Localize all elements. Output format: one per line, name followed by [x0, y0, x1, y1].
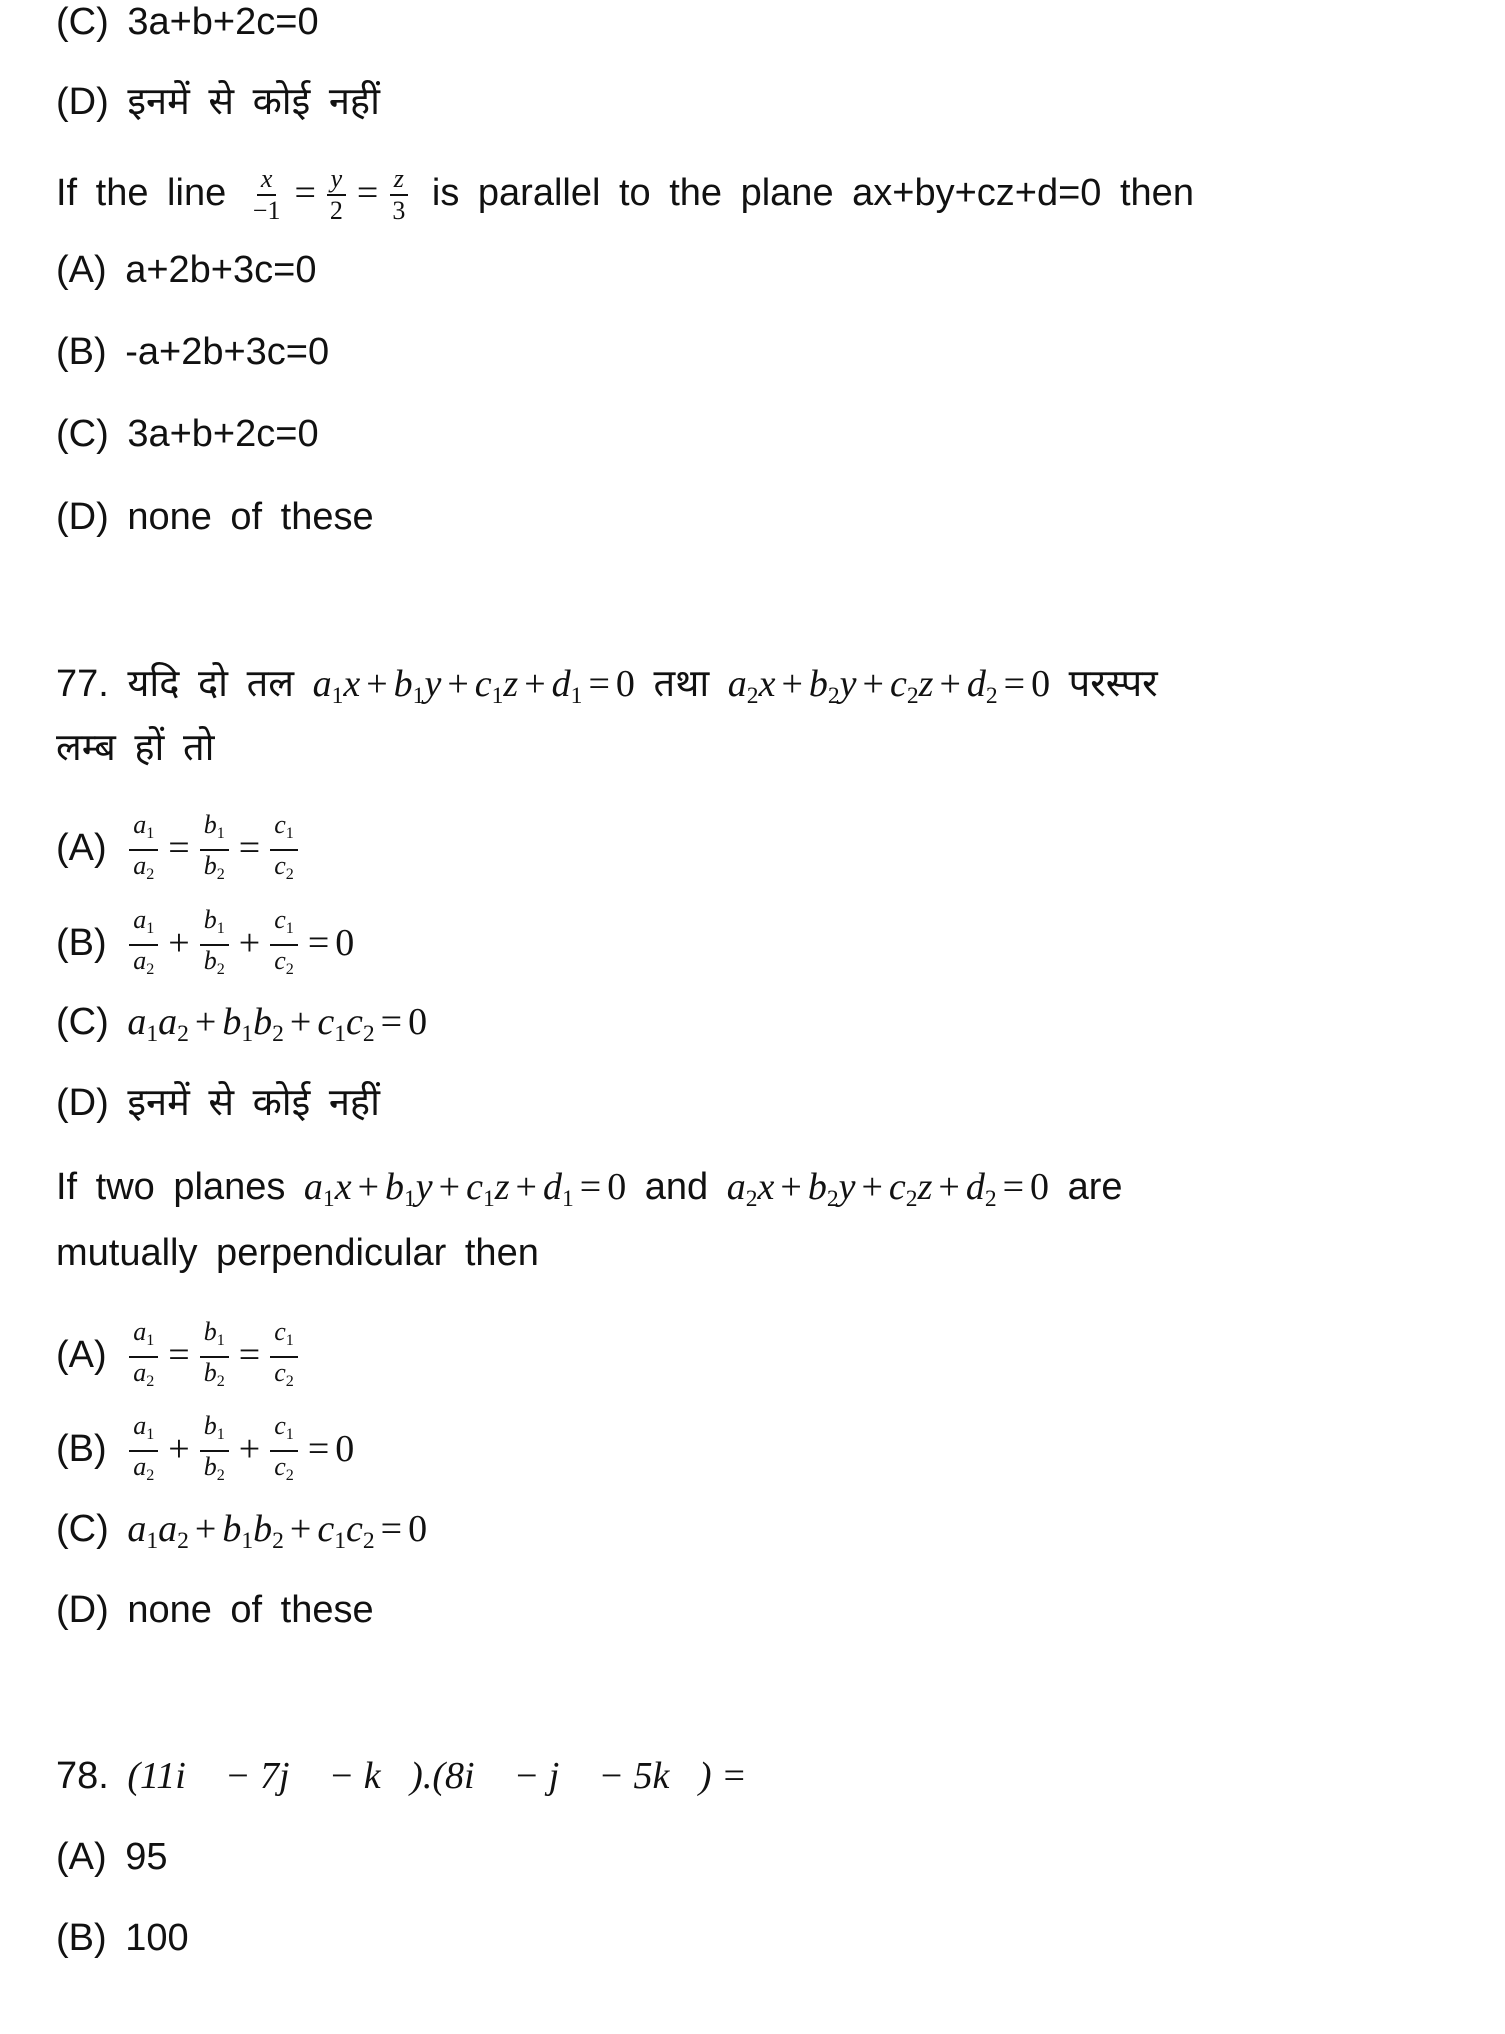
fraction-b: $\frac{b_1}{b_2}$ — [200, 1411, 229, 1491]
q76-en-question — [56, 164, 1194, 226]
fraction — [388, 164, 409, 226]
q76-hi-option-d — [56, 80, 380, 124]
q76-en-option-c — [56, 412, 319, 456]
question-text: तथा — [653, 663, 710, 705]
fraction-c: $\frac{c_1}{c_2}$ — [270, 1317, 298, 1397]
fraction-a: $\frac{a_1}{a_2}$ — [129, 1317, 158, 1397]
question-text: यदि दो तल — [127, 663, 295, 705]
option-text: none of these — [127, 1589, 374, 1631]
fraction-b: $\frac{b_1}{b_2}$ — [200, 810, 229, 890]
question-number: 78. — [56, 1755, 109, 1797]
vector-expression: (11i⃗ − 7j⃗ − k⃗).(8i⃗ − j⃗ − 5k⃗) = — [127, 1755, 747, 1797]
plane-2-equation: $a_2x + b_2y + c_2z + d_2 = 0$ — [726, 1166, 1050, 1213]
option-label: (B) — [56, 1917, 107, 1959]
numerator: y — [327, 164, 347, 196]
fraction — [249, 164, 285, 226]
option-label: (D) — [56, 81, 109, 123]
q78-option-b — [56, 1916, 189, 1960]
q77-en-option-a: (A) $\frac{a_1}{a_2}$ = $\frac{b_1}{b_2}$ = $\frac{c_1}{c_2}$ — [56, 1317, 302, 1397]
option-text: इनमें से कोई नहीं — [127, 1082, 380, 1124]
q77-en-option-d — [56, 1588, 374, 1632]
q76-en-option-b — [56, 330, 329, 374]
option-label: (A) — [56, 826, 107, 869]
fraction-c: $\frac{c_1}{c_2}$ — [270, 810, 298, 890]
option-label: (D) — [56, 496, 109, 538]
question-text: परस्पर — [1068, 663, 1158, 705]
q77-hi-option-d — [56, 1081, 380, 1125]
fraction-c: $\frac{c_1}{c_2}$ — [270, 905, 298, 985]
option-label: (B) — [56, 1427, 107, 1470]
equals-sign: = — [294, 172, 316, 215]
fraction-c: $\frac{c_1}{c_2}$ — [270, 1411, 298, 1491]
option-text: 3a+b+2c=0 — [127, 413, 319, 455]
option-text: a+2b+3c=0 — [125, 249, 317, 291]
q76-en-option-d — [56, 495, 374, 539]
question-number: 77. — [56, 663, 109, 705]
equals-sign: = — [356, 172, 379, 215]
question-text: are — [1067, 1166, 1123, 1208]
q76-hi-option-c — [56, 0, 319, 44]
q76-en-option-a — [56, 248, 316, 292]
option-label: (C) — [56, 1, 109, 43]
option-text: 100 — [125, 1917, 189, 1959]
q77-en-question — [56, 1165, 1123, 1221]
q77-en-option-b: (B) $\frac{a_1}{a_2}$ + $\frac{b_1}{b_2}$ + $\frac{c_1}{c_2}$ = 0 — [56, 1411, 354, 1491]
question-text: लम्ब हों तो — [56, 727, 215, 769]
q78-option-a — [56, 1835, 168, 1879]
question-text: If two planes — [56, 1166, 286, 1208]
q77-hi-option-c: (C) $a_1a_2 + b_1b_2 + c_1c_2 = 0$ — [56, 1001, 428, 1048]
question-text: If the line — [56, 172, 227, 215]
option-label: (C) — [56, 413, 109, 455]
numerator: x — [257, 164, 277, 196]
option-label: (A) — [56, 249, 107, 291]
q77-en-question-line2 — [56, 1231, 539, 1275]
option-label: (B) — [56, 921, 107, 964]
q77-en-option-c: (C) $a_1a_2 + b_1b_2 + c_1c_2 = 0$ — [56, 1508, 428, 1555]
option-text: 3a+b+2c=0 — [127, 1, 319, 43]
fraction-b: $\frac{b_1}{b_2}$ — [200, 905, 229, 985]
option-text: none of these — [127, 496, 374, 538]
fraction-b: $\frac{b_1}{b_2}$ — [200, 1317, 229, 1397]
q77-hi-question — [56, 662, 1158, 718]
fraction — [326, 164, 347, 226]
option-text: 95 — [125, 1836, 168, 1878]
fraction-a: $\frac{a_1}{a_2}$ — [129, 905, 158, 985]
q78-question — [56, 1754, 747, 1798]
plane-2-equation: $a_2x + b_2y + c_2z + d_2 = 0$ — [727, 663, 1051, 710]
fraction-a: $\frac{a_1}{a_2}$ — [129, 810, 158, 890]
question-text: is parallel to the plane ax+by+cz+d=0 then — [431, 172, 1194, 215]
option-label: (B) — [56, 331, 107, 373]
option-label: (D) — [56, 1082, 109, 1124]
option-label: (A) — [56, 1836, 107, 1878]
option-text: इनमें से कोई नहीं — [127, 81, 380, 123]
option-label: (C) — [56, 1508, 109, 1550]
plane-1-equation: $a_1x + b_1y + c_1z + d_1 = 0$ — [303, 1166, 627, 1213]
denominator: −1 — [252, 196, 281, 225]
question-text: and — [644, 1166, 709, 1208]
option-label: (D) — [56, 1589, 109, 1631]
question-text: mutually perpendicular then — [56, 1232, 539, 1274]
q77-hi-option-a: (A) $\frac{a_1}{a_2}$ = $\frac{b_1}{b_2}$ = $\frac{c_1}{c_2}$ — [56, 810, 302, 890]
fraction-a: $\frac{a_1}{a_2}$ — [129, 1411, 158, 1491]
option-text: -a+2b+3c=0 — [125, 331, 330, 373]
denominator: 3 — [392, 196, 406, 225]
option-label: (A) — [56, 1333, 107, 1376]
plane-1-equation: $a_1x + b_1y + c_1z + d_1 = 0$ — [312, 663, 635, 710]
q77-hi-option-b: (B) $\frac{a_1}{a_2}$ + $\frac{b_1}{b_2}$ + $\frac{c_1}{c_2}$ = 0 — [56, 905, 354, 985]
option-label: (C) — [56, 1001, 109, 1043]
q77-hi-question-line2 — [56, 726, 214, 770]
numerator: z — [390, 164, 408, 196]
denominator: 2 — [329, 196, 343, 225]
